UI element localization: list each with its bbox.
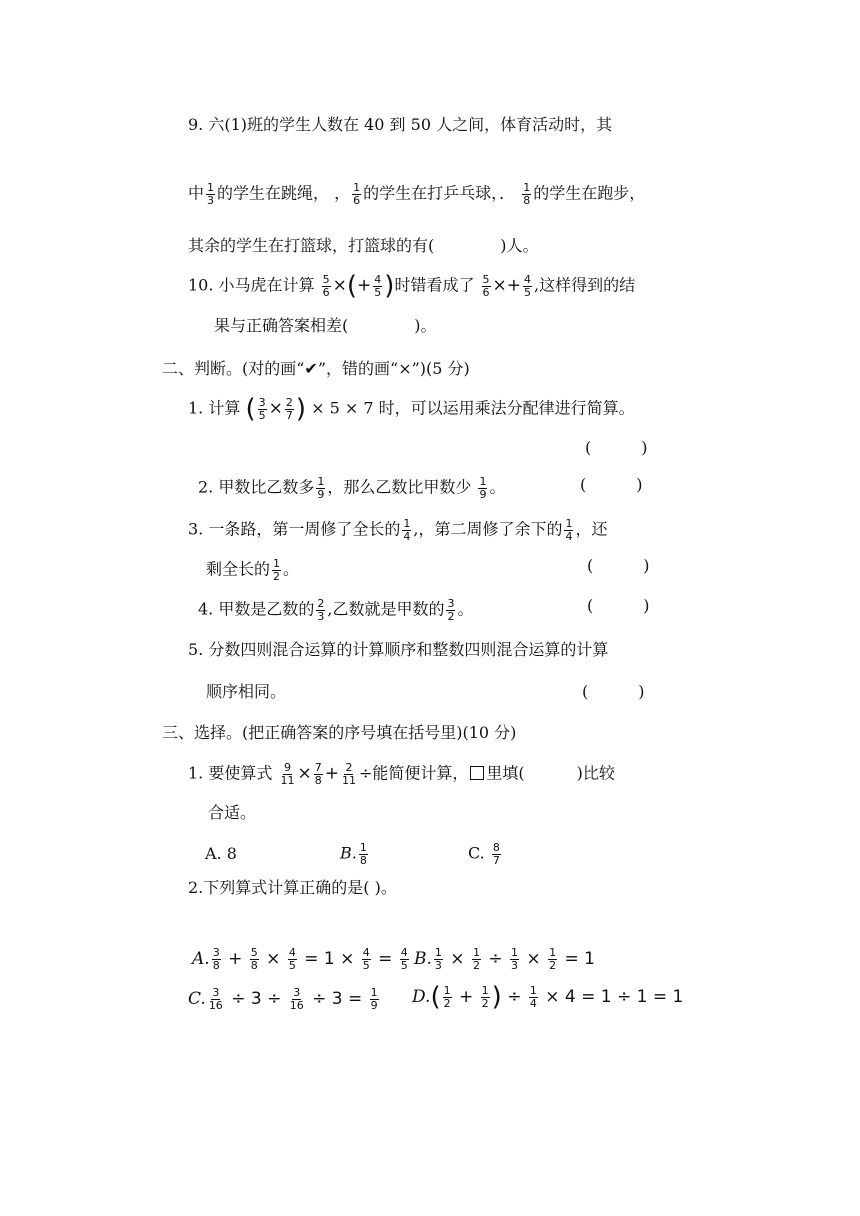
q9-text-c: ， [334,183,351,203]
s3-q1-b: ÷ [358,763,373,783]
q9-line2 [188,182,645,206]
fraction: $\frac{3}{2}$ [447,597,455,623]
option-c[interactable]: C. $\frac{8}{7}$ [468,841,500,867]
s3-q1-line1: 1. 要使算式 $\frac{9}{11}$ × $\frac{7}{8}$ + $\frac{2}{11}$ ÷能简便计算， 里填( )比较 [188,761,615,787]
s2-q5-line1: 5. 分数四则混合运算的计算顺序和整数四则混合运算的计算 [188,640,609,659]
fraction: $\frac{1}{6}$ [353,181,361,207]
fraction: $\frac{1}{9}$ [479,475,487,501]
q10-line2-a: 果与正确答案相差( [214,316,349,335]
q10-text-a: 10. 小马虎在计算 [188,275,320,295]
s3-q1-e: )比较 [576,763,615,783]
fraction: $\frac{7}{8}$ [314,761,322,787]
s2-q3-line2-b: 。 [283,559,300,579]
fraction: $\frac{1}{8}$ [523,181,531,207]
s2-q5-line2: 顺序相同。 [206,682,287,701]
q9-text-b: 的学生在跳绳， [217,183,330,203]
s2-q3-b: ,，第二周修了余下的 [413,519,563,539]
q9-text-e: ． [499,183,516,203]
fraction: $\frac{1}{4}$ [565,517,573,543]
option-a[interactable]: A. 8 [205,844,237,863]
s2-q2-answer[interactable]: ( ) [580,475,643,494]
s2-q5-answer[interactable]: ( ) [582,682,645,701]
q10-text-c: ,这样得到的结 [534,275,636,295]
answer-b[interactable]: B. $\frac{1}{3}$ × $\frac{1}{2}$ ÷ $\frac{1}{3}$ × $\frac{1}{2}$ = 1 [414,946,595,972]
q9-text-d: 的学生在打乒乓球， [363,183,500,203]
s2-q3-a: 3. 一条路，第一周修了全长的 [188,519,401,539]
q9-line3-a: 其余的学生在打篮球，打篮球的有( [188,236,435,255]
fraction: $\frac{5}{6}$ [482,272,490,299]
q10-line1: 10. 小马虎在计算 $\frac{5}{6}$ ×(+ $\frac{4}{5}$ )时错看成了 $\frac{5}{6}$ ×+ $\frac{4}{5}$ ,这样得到的结 [188,271,636,301]
section2-title: 二、判断。(对的画“✔”，错的画“×”)(5 分) [162,359,470,378]
fraction: $\frac{4}{5}$ [524,272,532,299]
s2-q2-a: 2. 甲数比乙数多 [198,477,315,497]
s2-q3-line2-a: 剩全长的 [206,559,271,579]
q9-text-f: 的学生在跑步， [533,183,646,203]
s2-q2-c: 。 [489,477,506,497]
answer-c[interactable]: C. $\frac{3}{16}$ ÷ 3 ÷ $\frac{3}{16}$ ÷ 3 = $\frac{1}{9}$ [188,986,378,1012]
s3-q1-c: 能简便计算， [372,763,469,783]
fraction: $\frac{3}{5}$ [258,395,266,422]
s2-q3-answer[interactable]: ( ) [587,556,650,575]
fraction: $\frac{1}{4}$ [403,517,411,543]
answer-a[interactable]: A. $\frac{3}{8}$ + $\frac{5}{8}$ × $\frac{4}{5}$ = 1 × $\frac{4}{5}$ = $\frac{4}{5}$ [192,946,408,972]
s2-q1-b: × 5 × 7 时，可以运用乘法分配律进行简算。 [311,398,635,418]
q10-text-b: 时错看成了 [394,275,480,295]
fraction: $\frac{1}{8}$ [359,841,367,867]
s2-q2-b: ，那么乙数比甲数少 [327,477,472,497]
fraction: $\frac{5}{6}$ [322,272,330,299]
s2-q3-line2 [206,558,299,582]
q9-line3 [188,238,539,254]
s3-q1-a: 1. 要使算式 [188,763,273,783]
fraction: $\frac{2}{3}$ [317,597,325,623]
fraction: $\frac{2}{11}$ [341,761,356,787]
s2-q4-a: 4. 甲数是乙数的 [198,599,315,619]
s2-q1-a: 1. 计算 [188,398,241,418]
q10-line2-b: )。 [414,316,437,335]
fraction: $\frac{9}{11}$ [280,761,295,787]
q9-line1: 9. 六(1)班的学生人数在 40 到 50 人之间，体育活动时，其 [188,115,613,134]
fraction: $\frac{1}{2}$ [273,557,281,583]
s2-q4-c: 。 [457,599,474,619]
option-b[interactable]: B. $\frac{1}{8}$ [340,841,367,867]
section3-title: 三、选择。(把正确答案的序号填在括号里)(10 分) [162,723,517,742]
q9-line3-b: )人。 [500,236,539,255]
q10-line2 [214,318,437,334]
fraction: $\frac{2}{7}$ [285,395,293,422]
s2-q3-line1 [188,518,607,542]
s2-q1: 1. 计算 ( $\frac{3}{5}$ × $\frac{2}{7}$ ) × 5 × 7 时，可以运用乘法分配律进行简算。 [188,394,635,424]
fraction: $\frac{8}{7}$ [492,841,500,867]
answer-d[interactable]: D.( $\frac{1}{2}$ + $\frac{1}{2}$ ) ÷ $\frac{1}{4}$ × 4 = 1 ÷ 1 = 1 [412,982,684,1012]
s2-q1-answer[interactable]: ( ) [585,438,648,457]
fraction: $\frac{1}{9}$ [317,475,325,501]
s2-q4-answer[interactable]: ( ) [587,596,650,615]
fraction: $\frac{4}{5}$ [374,272,382,299]
s2-q3-c: ，还 [575,519,608,539]
blank-box [470,766,484,780]
s3-q2: 2.下列算式计算正确的是( )。 [188,878,397,897]
s2-q2 [198,476,505,500]
fraction: $\frac{1}{3}$ [207,181,215,207]
s3-q1-line2: 合适。 [208,803,257,822]
s2-q4-b: ,乙数就是甲数的 [327,599,445,619]
s3-q1-d: 里填( [486,763,525,783]
s2-q4 [198,598,473,622]
q9-text-a: 中 [188,183,205,203]
